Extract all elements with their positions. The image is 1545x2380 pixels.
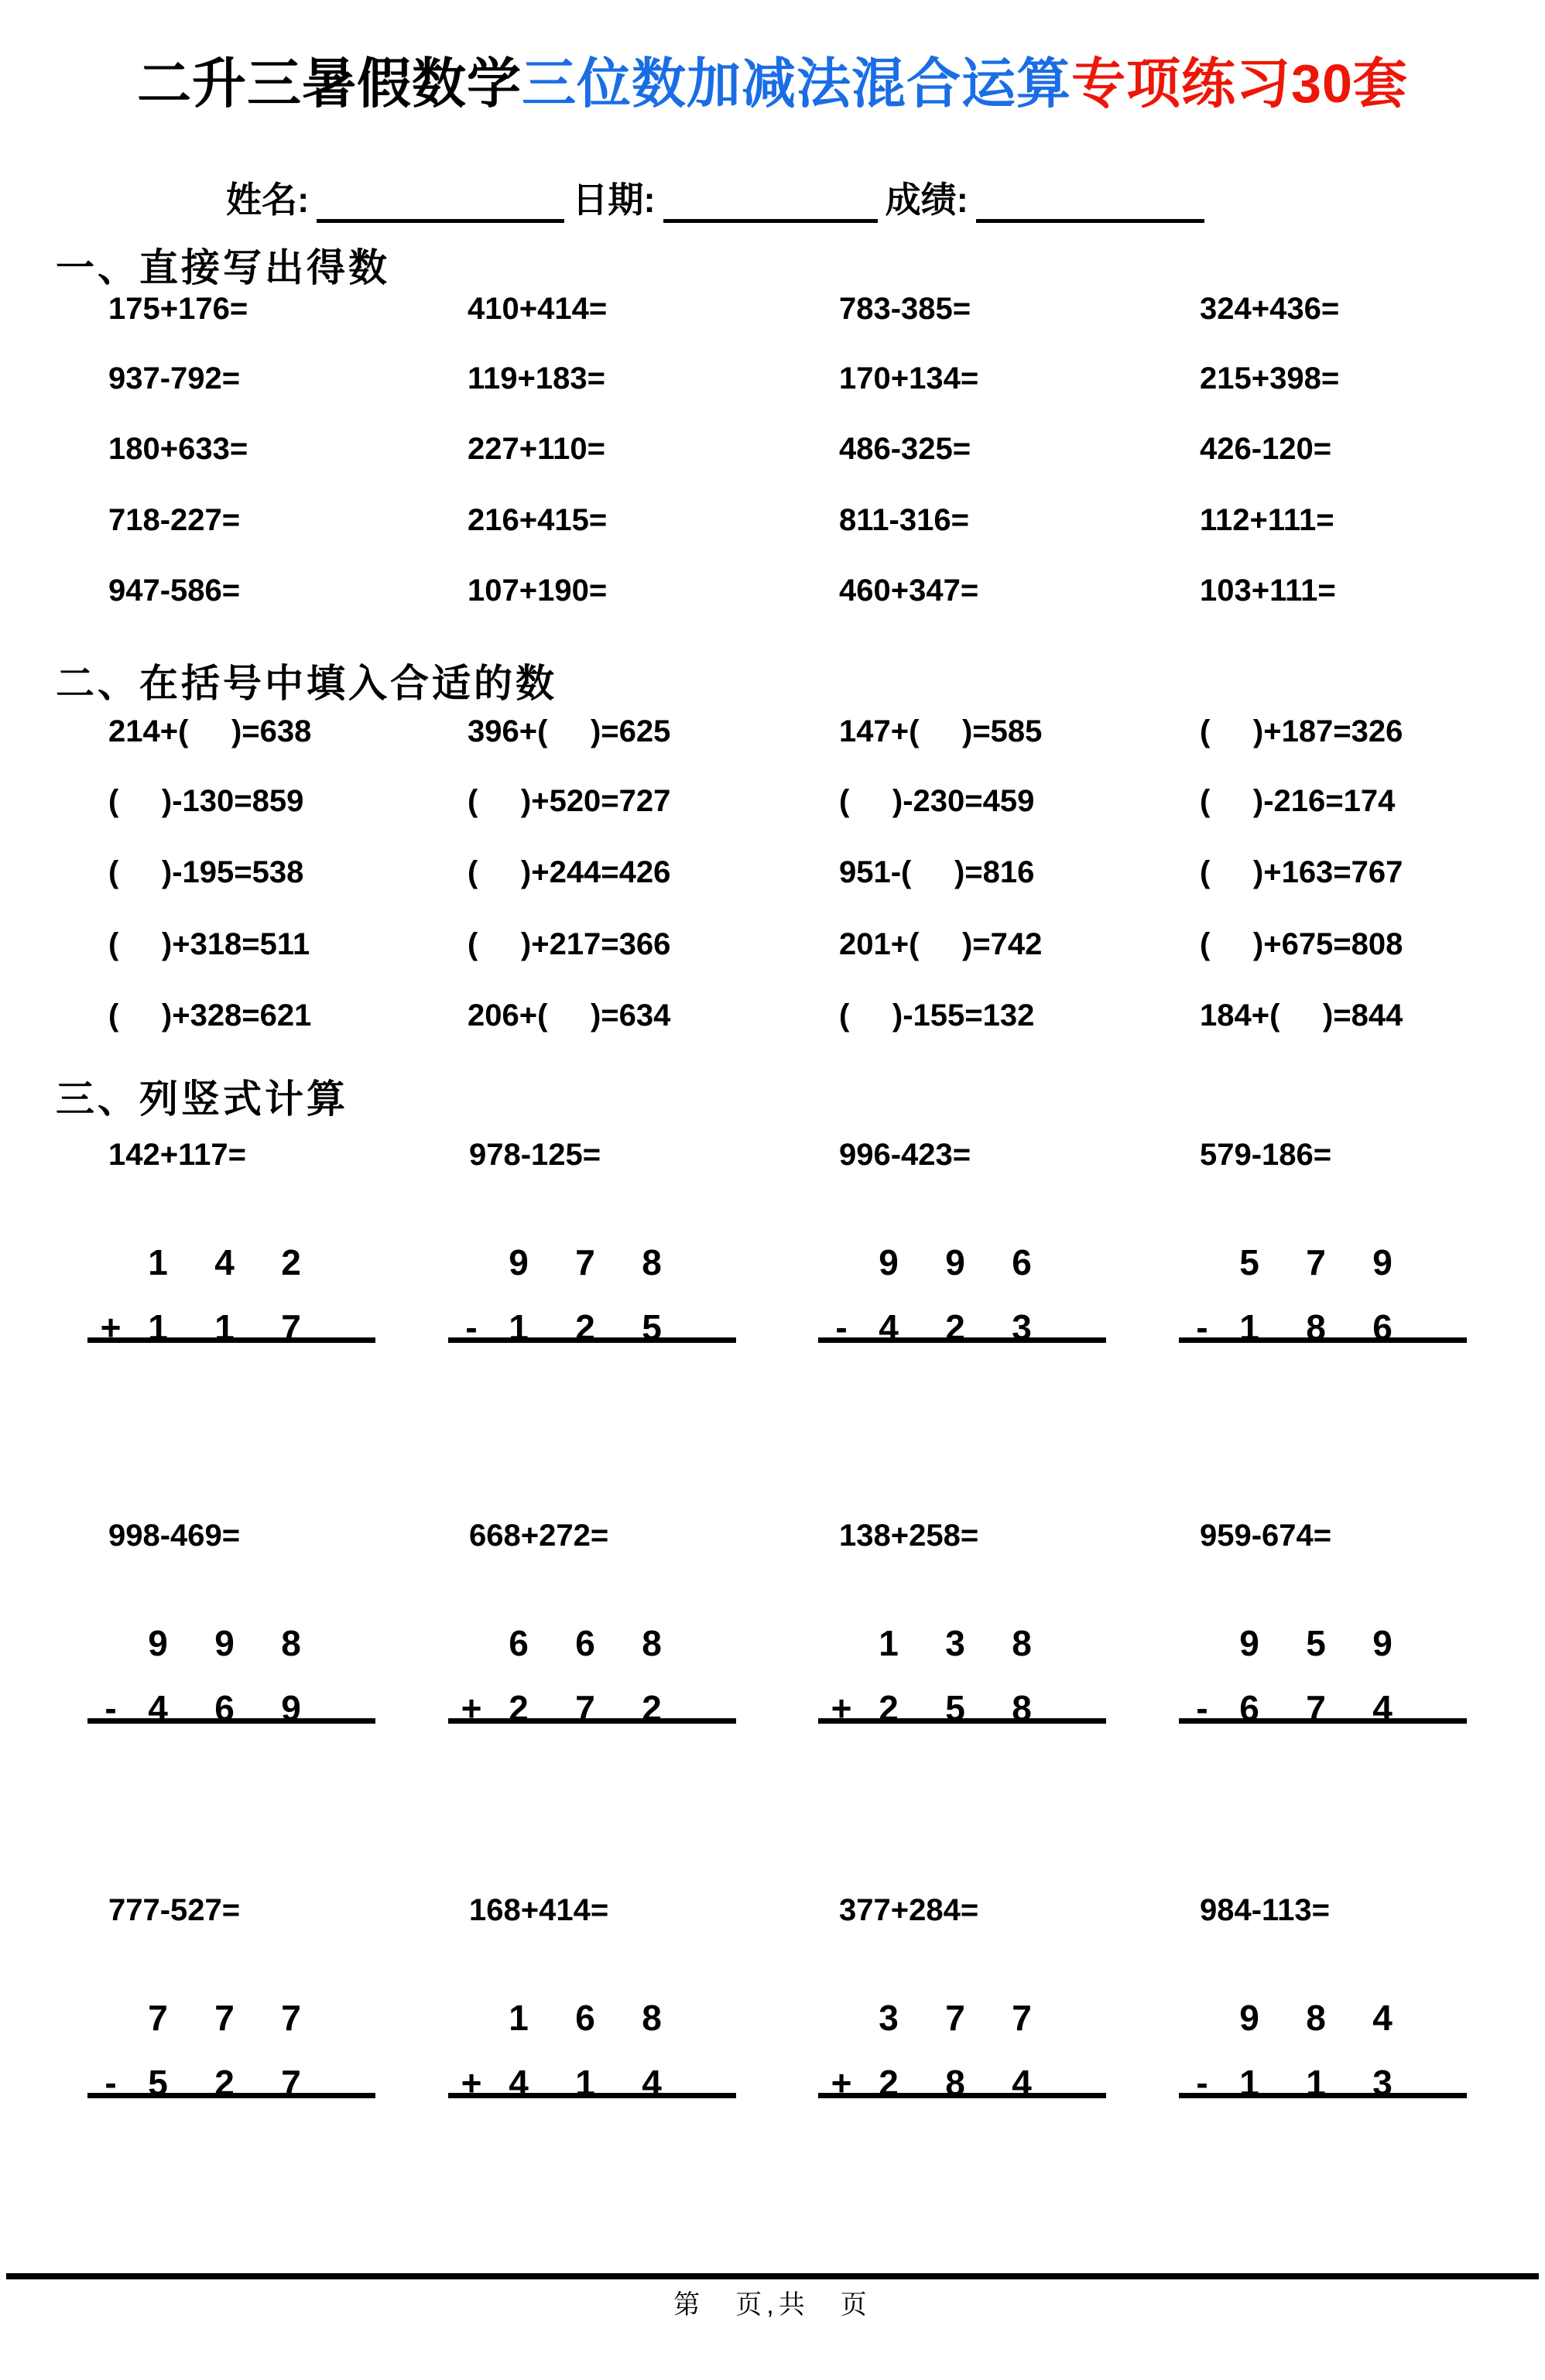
digit: 1 xyxy=(214,1307,235,1348)
digit: 3 xyxy=(879,1998,899,2038)
digit: 4 xyxy=(214,1242,235,1282)
digit: 8 xyxy=(1306,1998,1326,2038)
problem: ( )+520=727 xyxy=(468,784,671,818)
digit: 6 xyxy=(1239,1688,1259,1728)
digit: 5 xyxy=(1306,1623,1326,1663)
answer-line xyxy=(1179,1718,1467,1724)
problem-label: 984-113= xyxy=(1200,1893,1330,1927)
bottom-operand xyxy=(1179,2062,1467,2105)
problem: 107+190= xyxy=(468,574,608,608)
answer-line xyxy=(448,2093,736,2098)
worksheet-title xyxy=(0,40,1545,118)
problem: ( )-130=859 xyxy=(108,784,304,818)
problem: 783-385= xyxy=(839,292,971,326)
digit: 9 xyxy=(1372,1242,1393,1282)
s2-row1 xyxy=(0,714,1545,755)
digit: 2 xyxy=(575,1307,595,1348)
problem-label: 996-423= xyxy=(839,1138,971,1172)
problem-label: 959-674= xyxy=(1200,1519,1332,1553)
top-operand xyxy=(818,1997,1106,2040)
answer-line xyxy=(448,1337,736,1343)
operator-sign: - xyxy=(1196,2063,1208,2103)
bottom-operand xyxy=(87,2062,375,2105)
digit: 8 xyxy=(281,1623,301,1663)
digit: 8 xyxy=(1012,1688,1032,1728)
digit: 6 xyxy=(509,1623,529,1663)
name-blank xyxy=(317,183,564,223)
problem: 396+( )=625 xyxy=(468,714,671,748)
vertical-calc-block xyxy=(818,1893,1106,2118)
problem: ( )+187=326 xyxy=(1200,714,1403,748)
digit: 5 xyxy=(642,1307,662,1348)
problem: 201+( )=742 xyxy=(839,927,1043,961)
problem: 324+436= xyxy=(1200,292,1340,326)
digit: 9 xyxy=(509,1242,529,1282)
digit: 1 xyxy=(1239,1307,1259,1348)
operator-sign: - xyxy=(465,1307,478,1348)
operator-sign: - xyxy=(104,1688,117,1728)
digit: 9 xyxy=(945,1242,965,1282)
digit: 8 xyxy=(1012,1623,1032,1663)
digit: 2 xyxy=(214,2063,235,2103)
problem: 426-120= xyxy=(1200,432,1332,466)
operator-sign: + xyxy=(831,2063,852,2103)
bottom-operand xyxy=(818,1687,1106,1731)
problem: 103+111= xyxy=(1200,574,1336,608)
problem-label: 138+258= xyxy=(839,1519,979,1553)
digit: 9 xyxy=(148,1623,168,1663)
digit: 9 xyxy=(214,1623,235,1663)
digit: 7 xyxy=(281,1998,301,2038)
title-part-topic: 三位数加减法混合运算 xyxy=(522,53,1072,114)
digit: 1 xyxy=(148,1242,168,1282)
problem: 951-( )=816 xyxy=(839,855,1035,889)
digit: 6 xyxy=(575,1998,595,2038)
operator-sign: - xyxy=(835,1307,848,1348)
digit: 2 xyxy=(642,1688,662,1728)
vertical-calc-group3 xyxy=(0,1893,1545,2125)
digit: 1 xyxy=(1306,2063,1326,2103)
problem: 206+( )=634 xyxy=(468,998,671,1032)
problem: 147+( )=585 xyxy=(839,714,1043,748)
answer-line xyxy=(818,1718,1106,1724)
top-operand xyxy=(448,1622,736,1666)
problem: ( )-195=538 xyxy=(108,855,304,889)
digit: 2 xyxy=(281,1242,301,1282)
top-operand xyxy=(818,1241,1106,1285)
s2-row3 xyxy=(0,855,1545,895)
problem: 947-586= xyxy=(108,574,241,608)
digit: 4 xyxy=(879,1307,899,1348)
problem: 170+134= xyxy=(839,361,979,396)
top-operand xyxy=(87,1622,375,1666)
bottom-operand xyxy=(818,2062,1106,2105)
title-part-grade: 二升三暑假数学 xyxy=(137,53,522,114)
problem: 180+633= xyxy=(108,432,248,466)
digit: 3 xyxy=(1012,1307,1032,1348)
digit: 7 xyxy=(1306,1242,1326,1282)
digit: 7 xyxy=(214,1998,235,2038)
digit: 1 xyxy=(879,1623,899,1663)
problem: 811-316= xyxy=(839,503,969,537)
s1-row3 xyxy=(0,432,1545,472)
vertical-calc-group1 xyxy=(0,1138,1545,1370)
top-operand xyxy=(87,1241,375,1285)
digit: 5 xyxy=(1239,1242,1259,1282)
problem-label: 978-125= xyxy=(469,1138,601,1172)
digit: 1 xyxy=(1239,2063,1259,2103)
answer-line xyxy=(87,1337,375,1343)
problem: 486-325= xyxy=(839,432,971,466)
operator-sign: - xyxy=(1196,1688,1208,1728)
digit: 7 xyxy=(1306,1688,1326,1728)
bottom-operand xyxy=(87,1687,375,1731)
digit: 7 xyxy=(575,1242,595,1282)
digit: 9 xyxy=(1239,1998,1259,2038)
s1-row1 xyxy=(0,292,1545,332)
s1-row5 xyxy=(0,574,1545,614)
digit: 5 xyxy=(148,2063,168,2103)
bottom-operand xyxy=(87,1306,375,1350)
answer-line xyxy=(87,1718,375,1724)
problem: ( )-230=459 xyxy=(839,784,1035,818)
digit: 1 xyxy=(509,1998,529,2038)
digit: 2 xyxy=(879,2063,899,2103)
problem: 112+111= xyxy=(1200,503,1334,537)
vertical-calc-block xyxy=(448,1893,736,2118)
vertical-calc-block xyxy=(818,1519,1106,1743)
score-blank xyxy=(976,183,1204,223)
digit: 9 xyxy=(1239,1623,1259,1663)
problem: 215+398= xyxy=(1200,361,1340,396)
problem: 460+347= xyxy=(839,574,979,608)
operator-sign: - xyxy=(1196,1307,1208,1348)
vertical-calc-block xyxy=(1179,1519,1467,1743)
digit: 8 xyxy=(642,1998,662,2038)
problem: ( )+675=808 xyxy=(1200,927,1403,961)
digit: 7 xyxy=(148,1998,168,2038)
bottom-operand xyxy=(448,1687,736,1731)
digit: 8 xyxy=(642,1623,662,1663)
s1-row2 xyxy=(0,361,1545,402)
digit: 2 xyxy=(945,1307,965,1348)
problem: ( )-155=132 xyxy=(839,998,1035,1032)
digit: 4 xyxy=(509,2063,529,2103)
operator-sign: + xyxy=(461,1688,482,1728)
digit: 7 xyxy=(1012,1998,1032,2038)
section3-header: 三、列竖式计算 xyxy=(56,1077,348,1121)
top-operand xyxy=(448,1997,736,2040)
problem: ( )+217=366 xyxy=(468,927,671,961)
problem: ( )+318=511 xyxy=(108,927,310,961)
answer-line xyxy=(87,2093,375,2098)
bottom-operand xyxy=(818,1306,1106,1350)
student-info-line xyxy=(226,172,1204,223)
problem-label: 142+117= xyxy=(108,1138,246,1172)
digit: 4 xyxy=(1372,1688,1393,1728)
problem: ( )+163=767 xyxy=(1200,855,1403,889)
name-label: 姓名: xyxy=(226,180,310,220)
top-operand xyxy=(448,1241,736,1285)
section2-header: 二、在括号中填入合适的数 xyxy=(56,662,557,705)
problem-label: 668+272= xyxy=(469,1519,609,1553)
vertical-calc-block xyxy=(87,1519,375,1743)
digit: 1 xyxy=(148,1307,168,1348)
digit: 8 xyxy=(1306,1307,1326,1348)
problem-label: 579-186= xyxy=(1200,1138,1332,1172)
s2-row5 xyxy=(0,998,1545,1039)
problem: 216+415= xyxy=(468,503,608,537)
digit: 9 xyxy=(879,1242,899,1282)
date-blank xyxy=(663,183,878,223)
problem: 175+176= xyxy=(108,292,248,326)
digit: 4 xyxy=(1012,2063,1032,2103)
problem: 227+110= xyxy=(468,432,605,466)
bottom-operand xyxy=(448,1306,736,1350)
digit: 3 xyxy=(945,1623,965,1663)
digit: 5 xyxy=(945,1688,965,1728)
top-operand xyxy=(1179,1997,1467,2040)
problem: 937-792= xyxy=(108,361,241,396)
vertical-calc-block xyxy=(448,1138,736,1362)
vertical-calc-block xyxy=(818,1138,1106,1362)
s2-row2 xyxy=(0,784,1545,824)
problem-label: 777-527= xyxy=(108,1893,241,1927)
vertical-calc-group2 xyxy=(0,1519,1545,1751)
s2-row4 xyxy=(0,927,1545,967)
digit: 7 xyxy=(281,1307,301,1348)
operator-sign: - xyxy=(104,2063,117,2103)
problem-label: 998-469= xyxy=(108,1519,241,1553)
digit: 4 xyxy=(642,2063,662,2103)
digit: 7 xyxy=(281,2063,301,2103)
digit: 6 xyxy=(214,1688,235,1728)
vertical-calc-block xyxy=(1179,1893,1467,2118)
s1-row4 xyxy=(0,503,1545,543)
footer-page-label: 第 页,共 页 xyxy=(673,2290,872,2320)
answer-line xyxy=(1179,1337,1467,1343)
top-operand xyxy=(1179,1241,1467,1285)
problem: ( )+244=426 xyxy=(468,855,671,889)
problem-label: 377+284= xyxy=(839,1893,979,1927)
digit: 2 xyxy=(509,1688,529,1728)
digit: 6 xyxy=(1372,1307,1393,1348)
bottom-operand xyxy=(1179,1306,1467,1350)
problem-label: 168+414= xyxy=(469,1893,609,1927)
title-part-series: 专项练习30套 xyxy=(1071,53,1408,114)
digit: 1 xyxy=(509,1307,529,1348)
digit: 7 xyxy=(945,1998,965,2038)
digit: 9 xyxy=(1372,1623,1393,1663)
answer-line xyxy=(818,1337,1106,1343)
answer-line xyxy=(818,2093,1106,2098)
digit: 9 xyxy=(281,1688,301,1728)
problem: 184+( )=844 xyxy=(1200,998,1403,1032)
footer-divider-line xyxy=(6,2273,1539,2279)
problem: 119+183= xyxy=(468,361,605,396)
vertical-calc-block xyxy=(87,1893,375,2118)
operator-sign: + xyxy=(100,1307,122,1348)
digit: 4 xyxy=(1372,1998,1393,2038)
problem: 214+( )=638 xyxy=(108,714,312,748)
operator-sign: + xyxy=(831,1688,852,1728)
date-label: 日期: xyxy=(572,180,656,220)
bottom-operand xyxy=(1179,1687,1467,1731)
digit: 6 xyxy=(575,1623,595,1663)
vertical-calc-block xyxy=(448,1519,736,1743)
digit: 2 xyxy=(879,1688,899,1728)
digit: 8 xyxy=(642,1242,662,1282)
top-operand xyxy=(87,1997,375,2040)
vertical-calc-block xyxy=(1179,1138,1467,1362)
operator-sign: + xyxy=(461,2063,482,2103)
digit: 7 xyxy=(575,1688,595,1728)
problem: ( )-216=174 xyxy=(1200,784,1396,818)
problem: 718-227= xyxy=(108,503,241,537)
top-operand xyxy=(818,1622,1106,1666)
problem: 410+414= xyxy=(468,292,608,326)
top-operand xyxy=(1179,1622,1467,1666)
score-label: 成绩: xyxy=(885,180,968,220)
digit: 3 xyxy=(1372,2063,1393,2103)
digit: 1 xyxy=(575,2063,595,2103)
problem: ( )+328=621 xyxy=(108,998,312,1032)
digit: 6 xyxy=(1012,1242,1032,1282)
bottom-operand xyxy=(448,2062,736,2105)
answer-line xyxy=(1179,2093,1467,2098)
answer-line xyxy=(448,1718,736,1724)
section1-header: 一、直接写出得数 xyxy=(56,246,390,289)
digit: 8 xyxy=(945,2063,965,2103)
digit: 4 xyxy=(148,1688,168,1728)
vertical-calc-block xyxy=(87,1138,375,1362)
